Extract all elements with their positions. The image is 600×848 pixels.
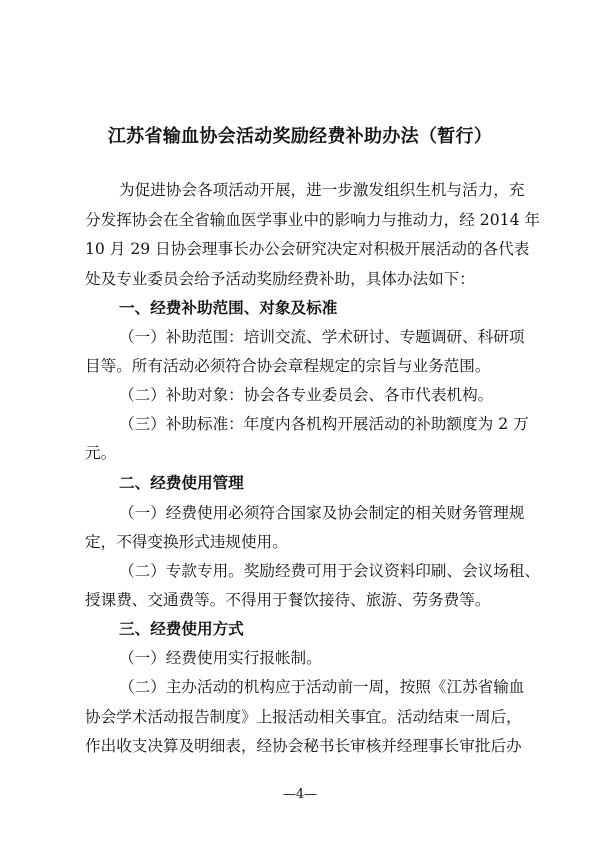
paragraph-line: 10 月 29 日协会理事长办公会研究决定对积极开展活动的各代表 xyxy=(85,240,530,258)
paragraph-line: 处及专业委员会给予活动奖励经费补助，具体办法如下： xyxy=(85,270,475,288)
paragraph-line: （三）补助标准：年度内各机构开展活动的补助额度为 2 万 xyxy=(119,415,529,433)
paragraph-line: 分发挥协会在全省输血医学事业中的影响力与推动力，经 2014 年 xyxy=(85,211,541,229)
paragraph-line: 协会学术活动报告制度》上报活动相关事宜。活动结束一周后， xyxy=(85,708,522,726)
section-heading: 一、经费补助范围、对象及标准 xyxy=(119,298,338,317)
paragraph-line: 定，不得变换形式违规使用。 xyxy=(85,533,288,551)
page-number: —4— xyxy=(282,787,318,802)
paragraph-line: 元。 xyxy=(85,444,117,462)
document-title: 江苏省输血协会活动奖励经费补助办法（暂行） xyxy=(107,126,493,147)
section-heading: 二、经费使用管理 xyxy=(119,473,244,492)
paragraph-line: （二）专款专用。奖励经费可用于会议资料印刷、会议场租、 xyxy=(119,562,541,580)
paragraph-line: 为促进协会各项活动开展，进一步激发组织生机与活力，充 xyxy=(119,181,525,199)
section-heading: 三、经费使用方式 xyxy=(119,619,244,638)
paragraph-line: 作出收支决算及明细表，经协会秘书长审核并经理事长审批后办 xyxy=(85,737,522,755)
paragraph-line: 目等。所有活动必须符合协会章程规定的宗旨与业务范围。 xyxy=(85,357,491,375)
paragraph-line: 授课费、交通费等。不得用于餐饮接待、旅游、劳务费等。 xyxy=(85,591,491,609)
paragraph-line: （二）主办活动的机构应于活动前一周，按照《江苏省输血 xyxy=(119,678,525,696)
paragraph-line: （一）经费使用实行报帐制。 xyxy=(119,649,322,667)
paragraph-line: （一）经费使用必须符合国家及协会制定的相关财务管理规 xyxy=(119,504,525,522)
paragraph-line: （二）补助对象：协会各专业委员会、各市代表机构。 xyxy=(119,386,494,404)
paragraph-line: （一）补助范围：培训交流、学术研讨、专题调研、科研项 xyxy=(119,328,525,346)
